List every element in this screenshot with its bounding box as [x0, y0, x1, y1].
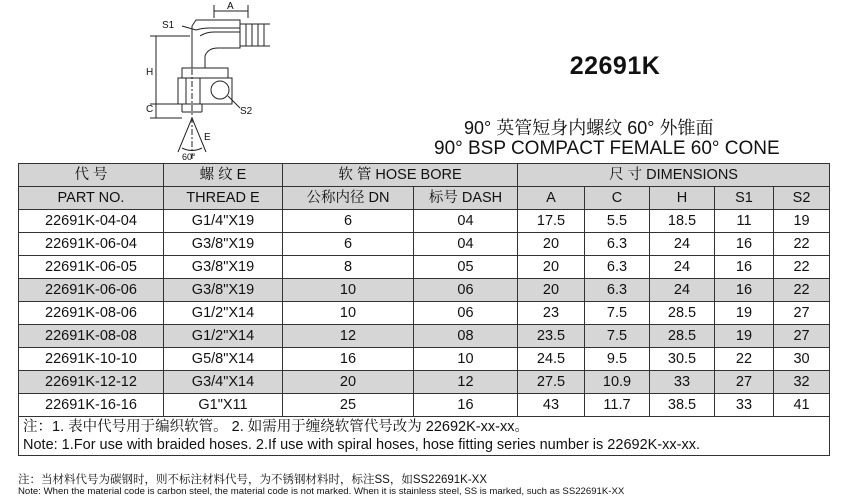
cell-dash: 12	[414, 371, 518, 394]
cell-dn: 6	[283, 233, 414, 256]
cell-h: 24	[650, 256, 715, 279]
table-row	[19, 279, 830, 302]
cell-h: 28.5	[650, 302, 715, 325]
dim-s1-label: S1	[162, 20, 175, 31]
table-note	[19, 417, 830, 456]
table-row	[19, 371, 830, 394]
table-row	[19, 325, 830, 348]
cell-c: 9.5	[585, 348, 650, 371]
cell-h: 30.5	[650, 348, 715, 371]
header-dimensions: 尺 寸 DIMENSIONS	[518, 164, 830, 187]
cell-c: 7.5	[585, 325, 650, 348]
cell-h: 24	[650, 233, 715, 256]
header-row-1	[19, 164, 830, 187]
header-part-no: PART NO.	[19, 187, 164, 210]
cell-part: 22691K-12-12	[19, 371, 164, 394]
cell-part: 22691K-10-10	[19, 348, 164, 371]
cell-dash: 08	[414, 325, 518, 348]
dim-c-label: C	[146, 104, 154, 115]
cell-part: 22691K-04-04	[19, 210, 164, 233]
cell-a: 20	[518, 256, 585, 279]
table-row	[19, 256, 830, 279]
table-row	[19, 394, 830, 417]
cell-s2: 30	[774, 348, 830, 371]
fitting-technical-drawing	[130, 0, 270, 162]
cell-dn: 25	[283, 394, 414, 417]
dim-s2-label: S2	[240, 106, 253, 117]
cell-thread: G3/8"X19	[164, 279, 283, 302]
cell-s2: 22	[774, 256, 830, 279]
cell-c: 6.3	[585, 279, 650, 302]
cell-c: 5.5	[585, 210, 650, 233]
cell-a: 43	[518, 394, 585, 417]
dim-e-label: E	[204, 132, 211, 143]
cell-s2: 27	[774, 325, 830, 348]
cell-s1: 22	[715, 348, 774, 371]
table-row	[19, 348, 830, 371]
cell-s1: 11	[715, 210, 774, 233]
cell-dash: 06	[414, 302, 518, 325]
cell-a: 23	[518, 302, 585, 325]
cell-s2: 22	[774, 233, 830, 256]
cell-a: 23.5	[518, 325, 585, 348]
specification-table	[18, 163, 830, 456]
cell-part: 22691K-06-06	[19, 279, 164, 302]
cell-thread: G1/4"X19	[164, 210, 283, 233]
cell-thread: G3/8"X19	[164, 233, 283, 256]
cell-s1: 16	[715, 233, 774, 256]
cell-part: 22691K-08-08	[19, 325, 164, 348]
header-dash: 标号 DASH	[414, 187, 518, 210]
table-note-english: Note: 1.For use with braided hoses. 2.If use with spiral hoses, hose fitting series number is 22692K-xx-xx.	[23, 437, 700, 453]
table-row	[19, 233, 830, 256]
cell-dash: 16	[414, 394, 518, 417]
material-footnote-chinese: 注：当材料代号为碳钢时，则不标注材料代号，为不锈钢材料时，标注SS，如SS22691K-XX	[18, 474, 487, 486]
header-c: C	[585, 187, 650, 210]
header-h: H	[650, 187, 715, 210]
cell-s2: 27	[774, 302, 830, 325]
cell-s1: 33	[715, 394, 774, 417]
cell-s2: 19	[774, 210, 830, 233]
header-row-2	[19, 187, 830, 210]
dim-h-label: H	[146, 67, 154, 78]
cell-part: 22691K-06-05	[19, 256, 164, 279]
cell-dn: 16	[283, 348, 414, 371]
cell-h: 33	[650, 371, 715, 394]
cell-h: 38.5	[650, 394, 715, 417]
cell-s2: 22	[774, 279, 830, 302]
cell-dash: 04	[414, 233, 518, 256]
cell-thread: G5/8"X14	[164, 348, 283, 371]
cell-h: 24	[650, 279, 715, 302]
cell-dn: 10	[283, 302, 414, 325]
cell-part: 22691K-08-06	[19, 302, 164, 325]
cone-angle-label: 60°	[182, 152, 196, 162]
table-note-row	[19, 417, 830, 456]
cell-c: 6.3	[585, 256, 650, 279]
cell-thread: G1"X11	[164, 394, 283, 417]
cell-s2: 41	[774, 394, 830, 417]
cell-s1: 16	[715, 256, 774, 279]
cell-dn: 12	[283, 325, 414, 348]
table-row	[19, 210, 830, 233]
cell-h: 18.5	[650, 210, 715, 233]
subtitle-chinese: 90° 英管短身内螺纹 60° 外锥面	[464, 118, 714, 138]
cell-part: 22691K-16-16	[19, 394, 164, 417]
cell-dash: 04	[414, 210, 518, 233]
cell-h: 28.5	[650, 325, 715, 348]
cell-thread: G1/2"X14	[164, 302, 283, 325]
cell-s1: 19	[715, 302, 774, 325]
header-s1: S1	[715, 187, 774, 210]
cell-thread: G3/8"X19	[164, 256, 283, 279]
cell-thread: G3/4"X14	[164, 371, 283, 394]
cell-a: 27.5	[518, 371, 585, 394]
cell-dash: 10	[414, 348, 518, 371]
header-code-cn: 代 号	[19, 164, 164, 187]
header-a: A	[518, 187, 585, 210]
cell-a: 20	[518, 279, 585, 302]
cell-a: 24.5	[518, 348, 585, 371]
header-thread-cn: 螺 纹 E	[164, 164, 283, 187]
cell-dash: 06	[414, 279, 518, 302]
header-hose-bore: 软 管 HOSE BORE	[283, 164, 518, 187]
cell-s2: 32	[774, 371, 830, 394]
header-thread-en: THREAD E	[164, 187, 283, 210]
subtitle-english: 90° BSP COMPACT FEMALE 60° CONE	[434, 138, 780, 159]
table-note-chinese: 注：1. 表中代号用于编织软管。 2. 如需用于缠绕软管代号改为 22692K-xx-xx。	[23, 419, 529, 435]
cell-dn: 20	[283, 371, 414, 394]
table-row	[19, 302, 830, 325]
dim-a-label: A	[227, 1, 234, 12]
cell-c: 11.7	[585, 394, 650, 417]
cell-thread: G1/2"X14	[164, 325, 283, 348]
header-dn: 公称内径 DN	[283, 187, 414, 210]
cell-dash: 05	[414, 256, 518, 279]
header-s2: S2	[774, 187, 830, 210]
cell-a: 17.5	[518, 210, 585, 233]
cell-c: 6.3	[585, 233, 650, 256]
cell-dn: 6	[283, 210, 414, 233]
cell-s1: 19	[715, 325, 774, 348]
cell-dn: 10	[283, 279, 414, 302]
material-footnote-english: Note: When the material code is carbon steel, the material code is not marked. When it is stainless steel, SS is marked, such as SS22691K-XX	[18, 486, 625, 497]
part-series-title: 22691K	[569, 52, 661, 80]
cell-part: 22691K-06-04	[19, 233, 164, 256]
cell-s1: 27	[715, 371, 774, 394]
cell-dn: 8	[283, 256, 414, 279]
cell-a: 20	[518, 233, 585, 256]
cell-c: 7.5	[585, 302, 650, 325]
cell-c: 10.9	[585, 371, 650, 394]
cell-s1: 16	[715, 279, 774, 302]
